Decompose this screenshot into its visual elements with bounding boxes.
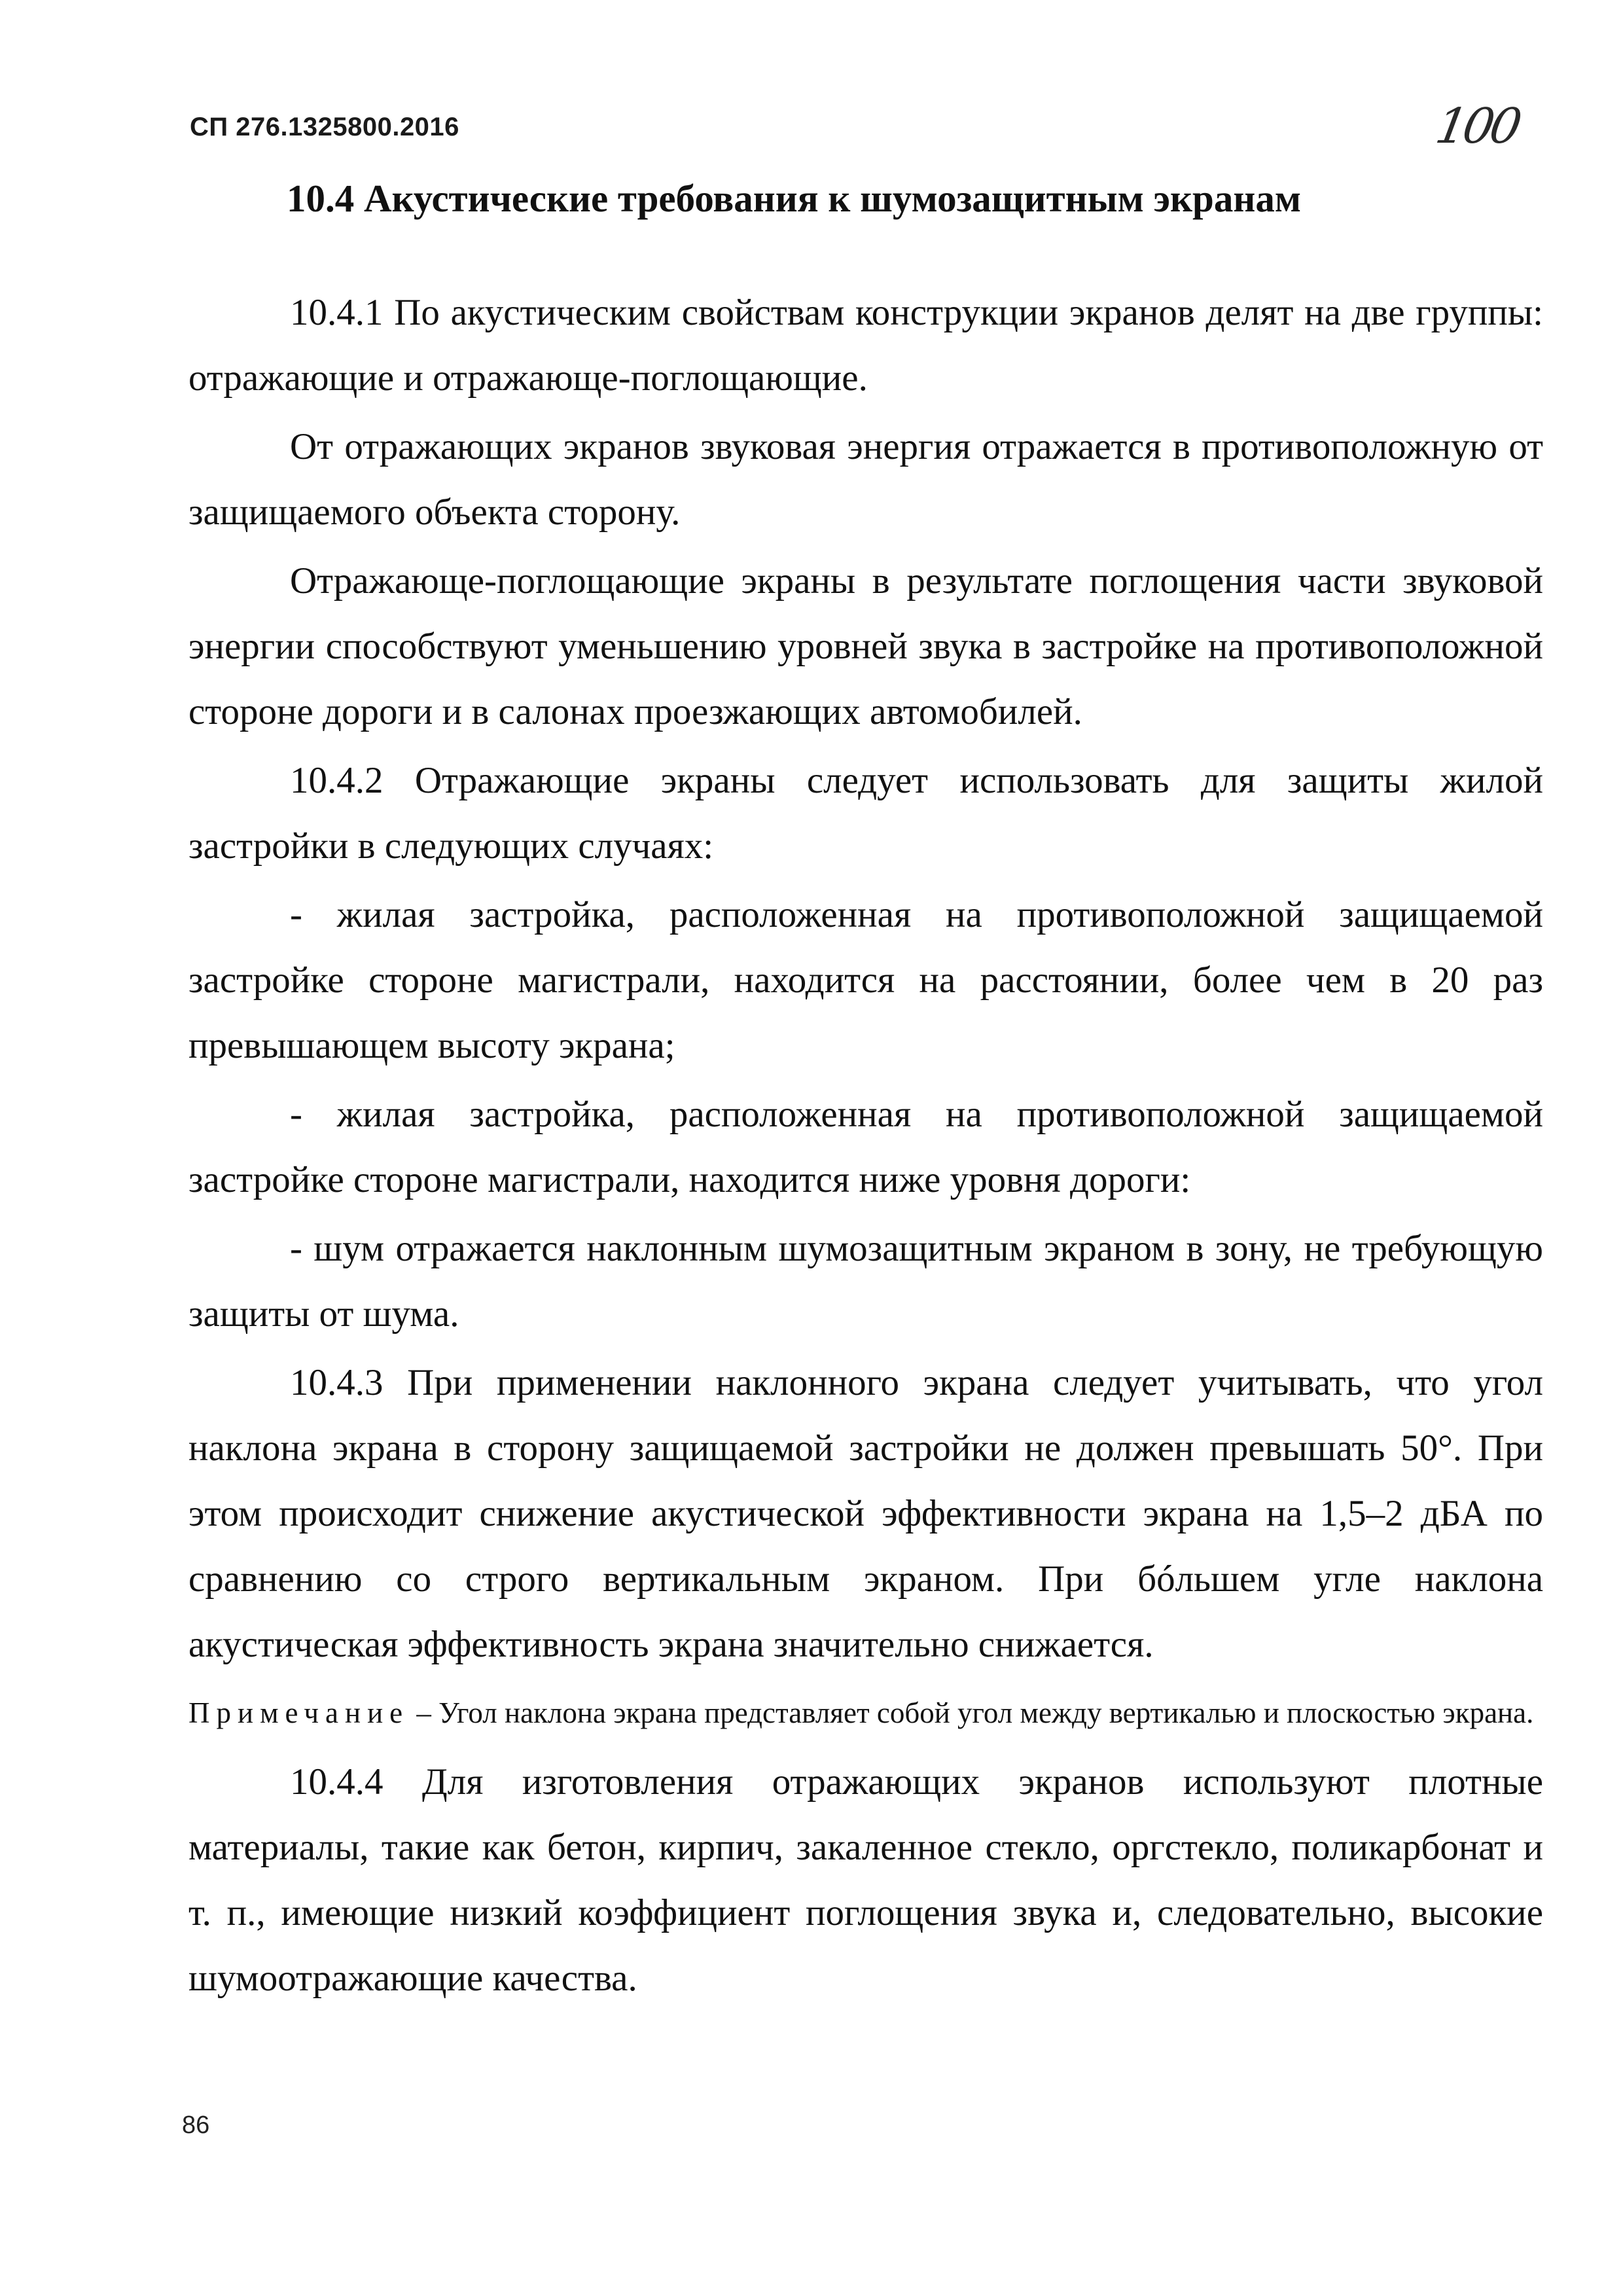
paragraph-10-4-3: 10.4.3 При применении наклонного экрана следует учитывать, что угол наклона экрана в сторону защищаемой застройки не должен превышать 50°. При этом происходит снижение акустической эффективности экрана на 1,5–2 дБА по сравнению со строго вертикальным экраном. При бóльшем угле наклона акустическая эффективность экрана значительно снижается. [188,1362,1543,1665]
paragraph-reflecting: От отражающих экранов звуковая энергия отражается в противоположную от защищаемого объекта сторону. [188,426,1543,533]
list-item-distance: - жилая застройка, расположенная на противоположной защищаемой застройке стороне магистрали, находится на расстоянии, более чем в 20 раз превышающем высоту экрана; [188,894,1543,1066]
note-label: Примечание [188,1696,410,1729]
document-code: СП 276.1325800.2016 [190,113,459,141]
section-content [188,169,1543,2011]
paragraph-10-4-4: 10.4.4 Для изготовления отражающих экранов используют плотные материалы, такие как бетон, кирпич, закаленное стекло, оргстекло, поликарбонат и т. п., имеющие низкий коэффициент поглощения звука и, следовательно, высокие шумоотражающие качества. [188,1761,1543,1999]
list-item-below-road: - жилая застройка, расположенная на противоположной защищаемой застройке стороне магистрали, находится ниже уровня дороги: [188,1094,1543,1200]
note-text: – Угол наклона экрана представляет собой угол между вертикалью и плоскостью экрана. [416,1696,1534,1729]
paragraph-absorbing: Отражающе-поглощающие экраны в результате поглощения части звуковой энергии способствуют уменьшению уровней звука в застройке на противоположной стороне дороги и в салонах проезжающих автомобилей. [188,560,1543,732]
page-number: 86 [182,2111,210,2139]
paragraph-10-4-1: 10.4.1 По акустическим свойствам конструкции экранов делят на две группы: отражающие и отражающе-поглощающие. [188,292,1543,399]
list-item-inclined: - шум отражается наклонным шумозащитным экраном в зону, не требующую защиты от шума. [188,1228,1543,1335]
handwritten-page-mark: 100 [1431,98,1522,154]
section-heading: 10.4 Акустические требования к шумозащитным экранам [287,177,1302,220]
note [188,1684,1543,1742]
paragraph-10-4-2: 10.4.2 Отражающие экраны следует использовать для защиты жилой застройки в следующих случаях: [188,760,1543,867]
